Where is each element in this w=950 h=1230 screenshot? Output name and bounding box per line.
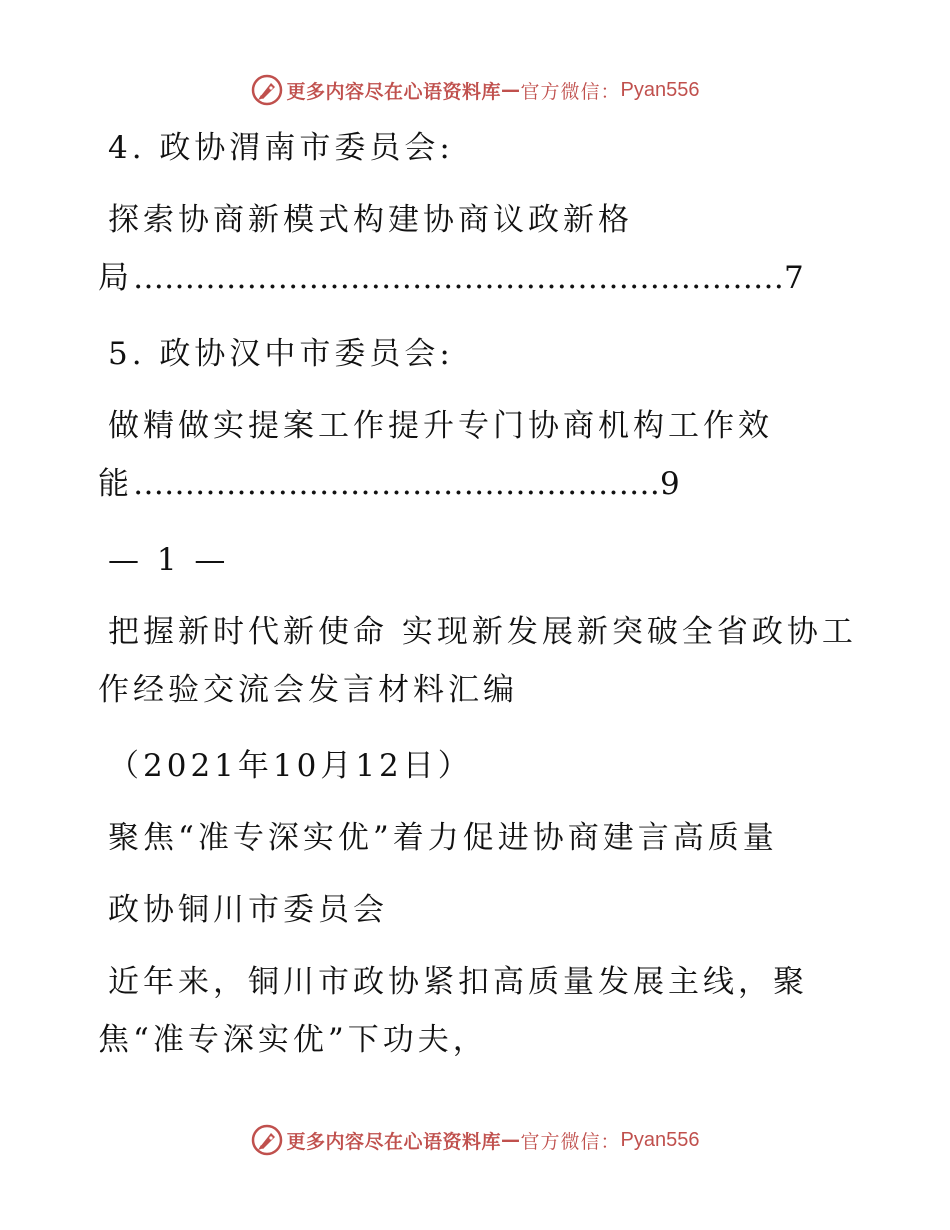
section-author: 政协铜川市委员会 bbox=[108, 892, 388, 928]
pen-nib-logo-icon bbox=[251, 1124, 283, 1156]
watermark-dash: — bbox=[501, 79, 521, 101]
watermark-wechat-id: Pyan556 bbox=[620, 78, 700, 101]
toc-item-4-title-end: 局 bbox=[98, 260, 133, 296]
body-paragraph-cont: 焦“准专深实优”下功夫， bbox=[98, 1022, 488, 1058]
toc-item-5-title-cont bbox=[98, 464, 684, 504]
pen-nib-logo-icon bbox=[251, 74, 283, 106]
watermark-wechat-label: 官方微信： bbox=[520, 1130, 621, 1153]
document-date: （2021年10月12日） bbox=[108, 748, 473, 784]
watermark-text: 更多内容尽在心语资料库 bbox=[286, 1130, 502, 1153]
toc-item-5-page: 9 bbox=[660, 466, 684, 502]
toc-item-4-page: 7 bbox=[784, 260, 808, 296]
toc-item-5-title: 做精做实提案工作提升专门协商机构工作效 bbox=[108, 408, 773, 444]
watermark-wechat-id: Pyan556 bbox=[620, 1128, 700, 1151]
toc-item-5-heading: 5. 政协汉中市委员会: bbox=[108, 336, 454, 372]
footer-watermark-banner bbox=[0, 1120, 950, 1160]
header-watermark-banner bbox=[0, 70, 950, 110]
toc-item-5-leader: …………………………………………… bbox=[133, 466, 660, 502]
document-title-cont: 作经验交流会发言材料汇编 bbox=[98, 672, 518, 708]
toc-item-4-heading: 4. 政协渭南市委员会: bbox=[108, 130, 454, 166]
toc-item-4-title-cont bbox=[98, 258, 808, 298]
watermark-text: 更多内容尽在心语资料库 bbox=[286, 80, 502, 103]
document-title: 把握新时代新使命 实现新发展新突破全省政协工 bbox=[108, 614, 857, 650]
watermark-wechat-label: 官方微信： bbox=[520, 80, 621, 103]
toc-item-4-title: 探索协商新模式构建协商议政新格 bbox=[108, 202, 633, 238]
toc-item-5-title-end: 能 bbox=[98, 466, 133, 502]
section-title: 聚焦“准专深实优”着力促进协商建言高质量 bbox=[108, 820, 778, 856]
watermark-dash: — bbox=[501, 1129, 521, 1151]
toc-item-4-leader: ……………………………………………………… bbox=[133, 260, 784, 296]
page-number: — 1 — bbox=[108, 542, 230, 578]
body-paragraph: 近年来，铜川市政协紧扣高质量发展主线，聚 bbox=[108, 964, 808, 1000]
